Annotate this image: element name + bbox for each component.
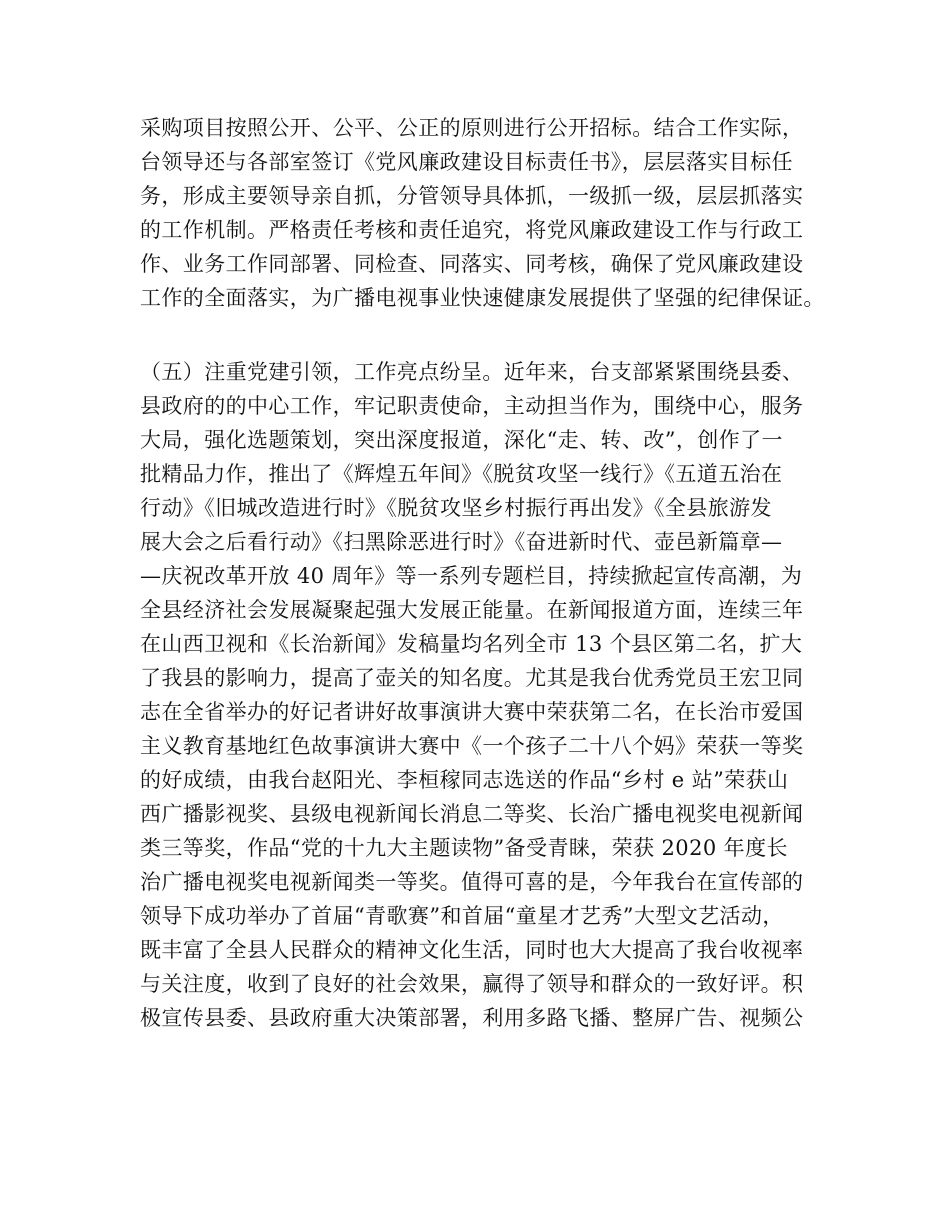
text-line: 采购项目按照公开、公平、公正的原则进行公开招标。结合工作实际， — [140, 116, 804, 140]
text-line: 大局，强化选题策划，突出深度报道，深化“走、转、改”，创作了一 — [140, 428, 783, 452]
text-line: 批精品力作，推出了《辉煌五年间》《脱贫攻坚一线行》《五道五治在 — [140, 462, 783, 486]
text-line: 与关注度，收到了良好的社会效果，赢得了领导和群众的一致好评。积 — [140, 972, 804, 996]
text-line: 极宣传县委、县政府重大决策部署，利用多路飞播、整屏广告、视频公 — [140, 1006, 804, 1030]
text-line: 的好成绩，由我台赵阳光、李桓稼同志选送的作品“乡村 e 站”荣获山 — [140, 768, 789, 792]
text-line: 的工作机制。严格责任考核和责任追究，将党风廉政建设工作与行政工 — [140, 218, 804, 242]
text-line: 主义教育基地红色故事演讲大赛中《一个孩子二十八个妈》荣获一等奖 — [140, 734, 804, 758]
text-line: 台领导还与各部室签订《党风廉政建设目标责任书》，层层落实目标任 — [140, 150, 793, 174]
text-line: 工作的全面落实，为广播电视事业快速健康发展提供了坚强的纪律保证。 — [140, 286, 825, 310]
text-line: 务，形成主要领导亲自抓，分管领导具体抓，一级抓一级，层层抓落实 — [140, 184, 804, 208]
text-line: 类三等奖，作品“党的十九大主题读物”备受青睐，荣获 2020 年度长 — [140, 836, 788, 860]
text-line: 展大会之后看行动》《扫黑除恶进行时》《奋进新时代、壶邑新篇章— — [140, 530, 783, 554]
text-line: 在山西卫视和《长治新闻》发稿量均名列全市 13 个县区第二名，扩大 — [140, 632, 803, 656]
text-line: 志在全省举办的好记者讲好故事演讲大赛中荣获第二名，在长治市爱国 — [140, 700, 804, 724]
text-line: 西广播影视奖、县级电视新闻长消息二等奖、长治广播电视奖电视新闻 — [140, 802, 804, 826]
text-line: （五）注重党建引领，工作亮点纷呈。近年来，台支部紧紧围绕县委、 — [140, 360, 804, 384]
text-line: 既丰富了全县人民群众的精神文化生活，同时也大大提高了我台收视率 — [140, 938, 804, 962]
text-line: 领导下成功举办了首届“青歌赛”和首届“童星才艺秀”大型文艺活动， — [140, 904, 784, 928]
text-line: 了我县的影响力，提高了壶关的知名度。尤其是我台优秀党员王宏卫同 — [140, 666, 804, 690]
text-line: 全县经济社会发展凝聚起强大发展正能量。在新闻报道方面，连续三年 — [140, 598, 804, 622]
text-line: 行动》《旧城改造进行时》《脱贫攻坚乡村振行再出发》《全县旅游发 — [140, 496, 772, 520]
text-line: —庆祝改革开放 40 周年》等一系列专题栏目，持续掀起宣传高潮，为 — [140, 564, 803, 588]
text-line: 作、业务工作同部署、同检查、同落实、同考核，确保了党风廉政建设 — [140, 252, 804, 276]
text-line: 治广播电视奖电视新闻类一等奖。值得可喜的是，今年我台在宣传部的 — [140, 870, 804, 894]
text-line: 县政府的的中心工作，牢记职责使命，主动担当作为，围绕中心，服务 — [140, 394, 804, 418]
